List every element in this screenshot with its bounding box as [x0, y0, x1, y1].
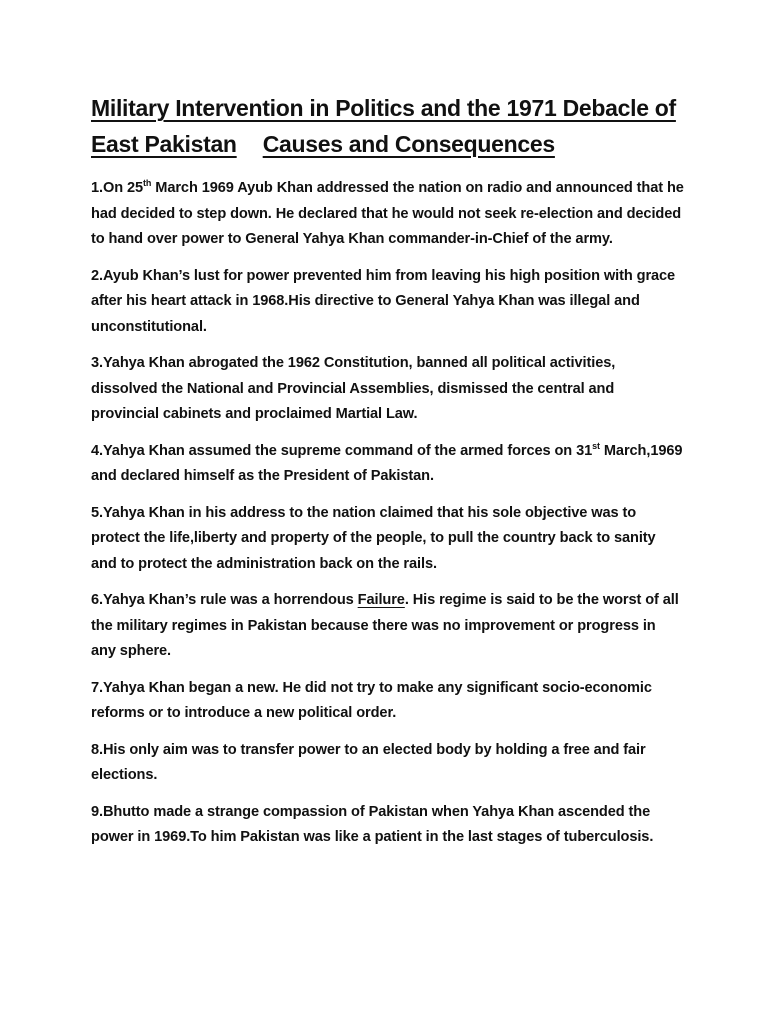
point-7: 7.Yahya Khan began a new. He did not try to make any significant socio-economic reforms or to introduce a new political order.: [91, 679, 652, 721]
point-6-underlined-word: Failure: [357, 592, 405, 608]
title-line-2-part-1: East Pakistan: [91, 131, 237, 157]
document-title: [91, 90, 684, 162]
point-1-text-b: March 1969 Ayub Khan addressed the nation on radio and announced that he had decided to step down. He declared that he would not seek re-election and decided to hand over power to General Yahya Khan commander-in-Chief of the army.: [91, 180, 684, 247]
title-line-1: Military Intervention in Politics and the 1971 Debacle of: [91, 95, 676, 121]
point-9: 9.Bhutto made a strange compassion of Pakistan when Yahya Khan ascended the power in 1969.To him Pakistan was like a patient in the last stages of tuberculosis.: [91, 803, 654, 845]
point-4-text-a: 4.Yahya Khan assumed the supreme command of the armed forces on 31: [91, 442, 593, 459]
point-5: 5.Yahya Khan in his address to the nation claimed that his sole objective was to protect the life,liberty and property of the people, to pull the country back to sanity and to protect the administration back on the rails.: [91, 504, 656, 572]
point-6: [91, 588, 684, 665]
point-1-superscript: th: [143, 178, 152, 189]
point-2: 2.Ayub Khan’s lust for power prevented him from leaving his high position with grace after his heart attack in 1968.His directive to General Yahya Khan was illegal and unconstitutional.: [91, 267, 676, 335]
title-line-2-part-2: Causes and Consequences: [262, 131, 555, 157]
point-6-text-a: 6.Yahya Khan’s rule was a horrendous: [91, 592, 358, 608]
point-4-superscript: st: [592, 440, 600, 451]
point-4: [91, 439, 684, 490]
point-4-text-b: March,1969 and declared himself as the President of Pakistan.: [91, 442, 683, 484]
point-8: 8.His only aim was to transfer power to an elected body by holding a free and fair elections.: [91, 741, 646, 783]
point-1: [91, 176, 684, 253]
point-6-text-b: . His regime is said to be the worst of all the military regimes in Pakistan because there was no improvement or progress in any sphere.: [91, 592, 679, 659]
point-3: 3.Yahya Khan abrogated the 1962 Constitution, banned all political activities, dissolved the National and Provincial Assemblies, dismissed the central and provincial cabinets and proclaimed Martial Law.: [91, 355, 616, 422]
point-1-text-a: 1.On 25: [91, 180, 144, 196]
